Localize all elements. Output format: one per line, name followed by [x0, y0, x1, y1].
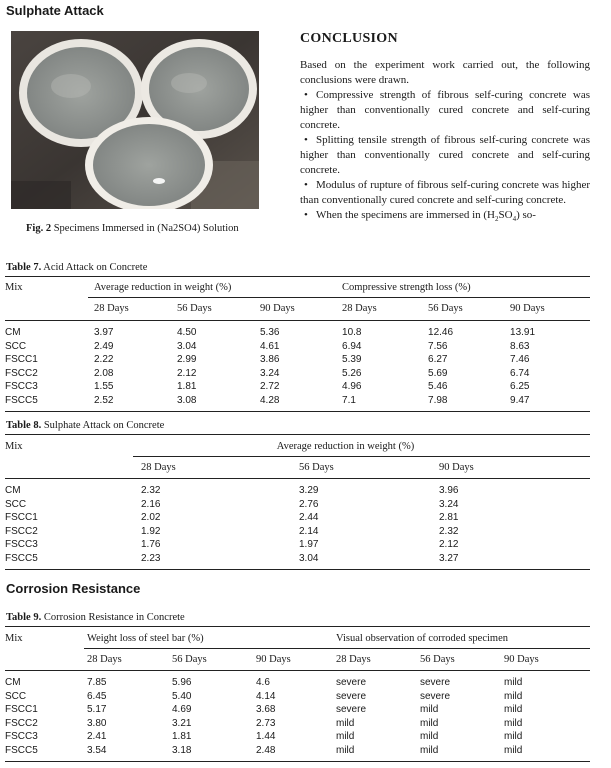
- table7-cell: 6.27: [428, 354, 448, 366]
- table7-cell: 13.91: [510, 327, 536, 339]
- table7-cell: 5.39: [342, 354, 362, 366]
- table9-cell: severe: [336, 677, 367, 689]
- conclusion-list: [300, 88, 590, 223]
- table7-cell: 4.50: [177, 327, 197, 339]
- table9-cell: 6.45: [87, 690, 107, 702]
- bullet-icon: •: [304, 209, 308, 221]
- table9-cell: mild: [504, 744, 523, 756]
- table7-caption: [6, 262, 147, 273]
- table8-cell: FSCC3: [5, 539, 38, 551]
- table8-top-rule: [5, 434, 590, 435]
- table9-cell: 5.40: [172, 690, 192, 702]
- conclusion-bullet-text: When the specimens are immersed in (H: [316, 209, 495, 221]
- table8-label: Table 8.: [6, 420, 42, 431]
- table9-cell: 2.48: [256, 744, 276, 756]
- table7-label: Table 7.: [6, 262, 42, 273]
- table9-cell: 3.68: [256, 704, 276, 716]
- table-row: [5, 484, 590, 498]
- table8-day-header: 90 Days: [439, 461, 474, 473]
- figure-caption-text: Specimens Immersed in (Na2SO4) Solution: [53, 223, 239, 234]
- table-row: [5, 340, 590, 354]
- table-row: [5, 703, 590, 717]
- table9-cell: CM: [5, 677, 21, 689]
- table7-cell: SCC: [5, 340, 27, 352]
- table7-group-header: Compressive strength loss (%): [342, 282, 471, 293]
- table7-cell: FSCC1: [5, 354, 38, 366]
- table9-title: Corrosion Resistance in Concrete: [43, 612, 185, 623]
- table9-cell: mild: [420, 704, 439, 716]
- table7-day-header: 56 Days: [177, 303, 212, 314]
- table7-cell: 12.46: [428, 327, 454, 339]
- table8-cell: 2.02: [141, 512, 161, 524]
- table9-day-header: 90 Days: [256, 653, 291, 665]
- table7-cell: 10.8: [342, 327, 362, 339]
- table7-cell: 3.97: [94, 327, 114, 339]
- table7-cell: 6.94: [342, 340, 362, 352]
- table9-cell: FSCC1: [5, 704, 38, 716]
- table9-cell: SCC: [5, 690, 27, 702]
- table8-cell: 1.92: [141, 525, 161, 537]
- table7-cell: 9.47: [510, 394, 530, 406]
- table8-cell: 2.14: [299, 525, 319, 537]
- table7-cell: 6.25: [510, 381, 530, 393]
- table9-cell: mild: [420, 744, 439, 756]
- table9-cell: 4.69: [172, 704, 192, 716]
- table7-cell: 3.24: [260, 367, 280, 379]
- conclusion-bullet: [300, 178, 590, 208]
- figure-label: Fig. 2: [26, 223, 52, 234]
- table-row: [5, 525, 590, 539]
- table7-cell: 2.12: [177, 367, 197, 379]
- conclusion-intro: Based on the experiment work carried out, the following conclusions were drawn.: [300, 59, 590, 86]
- table9-cell: 4.14: [256, 690, 276, 702]
- table7: [5, 278, 590, 407]
- table8-cell: FSCC1: [5, 512, 38, 524]
- table7-day-header: 28 Days: [94, 303, 129, 314]
- table7-cell: 5.26: [342, 367, 362, 379]
- table9-mix-header: Mix: [5, 632, 23, 644]
- table8-group-header: Average reduction in weight (%): [276, 440, 415, 452]
- table9-cell: 2.73: [256, 717, 276, 729]
- table7-day-header: 28 Days: [342, 303, 377, 314]
- table9-cell: 3.80: [87, 717, 107, 729]
- table8-title: Sulphate Attack on Concrete: [43, 420, 165, 431]
- table8-cell: 3.29: [299, 485, 319, 497]
- table7-cell: 6.74: [510, 367, 530, 379]
- table-row: [5, 717, 590, 731]
- table7-cell: 3.08: [177, 394, 197, 406]
- table-row: [5, 498, 590, 512]
- table9-cell: 3.18: [172, 744, 192, 756]
- table7-day-header: 90 Days: [260, 303, 295, 314]
- table8-cell: 2.76: [299, 498, 319, 510]
- table8-bottom-rule: [5, 569, 590, 570]
- table7-title: Acid Attack on Concrete: [43, 262, 148, 273]
- conclusion-bullet-text: ) so-: [516, 209, 536, 221]
- table-row: [5, 676, 590, 690]
- specimen-photo: [11, 31, 259, 209]
- table9-cell: mild: [504, 677, 523, 689]
- table8-cell: 3.24: [439, 498, 459, 510]
- table-row: [5, 538, 590, 552]
- table7-cell: 4.61: [260, 340, 280, 352]
- table7-cell: 5.36: [260, 327, 280, 339]
- table9-cell: 5.17: [87, 704, 107, 716]
- figure-caption: [26, 223, 239, 234]
- specimen-photo-graphic: [11, 31, 259, 209]
- table-row: [5, 690, 590, 704]
- table9-cell: mild: [420, 731, 439, 743]
- table9-day-header: 28 Days: [336, 653, 371, 665]
- table9-cell: FSCC2: [5, 717, 38, 729]
- table9-label: Table 9.: [6, 612, 42, 623]
- table9-cell: severe: [336, 690, 367, 702]
- table9-day-header: 56 Days: [172, 653, 207, 665]
- table7-cell: 7.98: [428, 394, 448, 406]
- table8-day-header: 28 Days: [141, 461, 176, 473]
- conclusion-bullet: [300, 88, 590, 133]
- table7-cell: 3.04: [177, 340, 197, 352]
- table8-cell: SCC: [5, 498, 27, 510]
- conclusion-bullet: [300, 133, 590, 178]
- table-row: [5, 367, 590, 381]
- table7-cell: 2.72: [260, 381, 280, 393]
- table8-cell: 1.97: [299, 539, 319, 551]
- table8-cell: 2.16: [141, 498, 161, 510]
- table9-day-header: 28 Days: [87, 653, 122, 665]
- table9-day-header: 56 Days: [420, 653, 455, 665]
- table7-cell: 2.22: [94, 354, 114, 366]
- table9-cell: severe: [420, 677, 451, 689]
- subscript: 2: [495, 215, 499, 223]
- table9-cell: FSCC3: [5, 731, 38, 743]
- table7-cell: 4.28: [260, 394, 280, 406]
- table8-day-header: 56 Days: [299, 461, 334, 473]
- table8-cell: 2.44: [299, 512, 319, 524]
- table9-cell: 7.85: [87, 677, 107, 689]
- table9-group-header: Visual observation of corroded specimen: [336, 632, 508, 644]
- table-row: [5, 326, 590, 340]
- table9-cell: FSCC5: [5, 744, 38, 756]
- table9-cell: mild: [336, 717, 355, 729]
- table-row: [5, 380, 590, 394]
- table9-cell: mild: [504, 690, 523, 702]
- table-row: [5, 552, 590, 566]
- table7-cell: FSCC2: [5, 367, 38, 379]
- table7-bottom-rule: [5, 411, 590, 412]
- table9-cell: severe: [420, 690, 451, 702]
- table7-day-header: 56 Days: [428, 303, 463, 314]
- table7-day-header: 90 Days: [510, 303, 545, 314]
- table7-mix-header: Mix: [5, 282, 23, 293]
- table7-cell: 1.55: [94, 381, 114, 393]
- table7-cell: 8.63: [510, 340, 530, 352]
- table7-cell: 2.49: [94, 340, 114, 352]
- table9-cell: 5.96: [172, 677, 192, 689]
- table9-cell: mild: [336, 744, 355, 756]
- table7-cell: 5.69: [428, 367, 448, 379]
- table7-cell: 5.46: [428, 381, 448, 393]
- conclusion-bullet-text: SO: [498, 209, 513, 221]
- table9-cell: 4.6: [256, 677, 270, 689]
- table8-cell: FSCC5: [5, 552, 38, 564]
- section-heading-sulphate-attack: Sulphate Attack: [6, 3, 104, 18]
- table-row: [5, 730, 590, 744]
- table8-cell: 2.32: [439, 525, 459, 537]
- table-row: [5, 394, 590, 408]
- table9-bottom-rule: [5, 761, 590, 762]
- table9-cell: 2.41: [87, 731, 107, 743]
- table7-cell: 4.96: [342, 381, 362, 393]
- table-row: [5, 744, 590, 758]
- table7-cell: 2.08: [94, 367, 114, 379]
- table9-top-rule: [5, 626, 590, 627]
- table9-cell: mild: [420, 717, 439, 729]
- table8-cell: 3.96: [439, 485, 459, 497]
- conclusion-body: [300, 58, 590, 223]
- table9-cell: mild: [504, 731, 523, 743]
- conclusion-title: CONCLUSION: [300, 31, 398, 46]
- table7-top-rule: [5, 276, 590, 277]
- section-heading-corrosion-resistance: Corrosion Resistance: [6, 581, 141, 596]
- bullet-icon: •: [304, 89, 308, 101]
- table8-cell: 2.32: [141, 485, 161, 497]
- table9-cell: 3.54: [87, 744, 107, 756]
- conclusion-bullet: [300, 208, 590, 223]
- table7-cell: 2.52: [94, 394, 114, 406]
- table8-cell: 3.27: [439, 552, 459, 564]
- table8-cell: 1.76: [141, 539, 161, 551]
- table9-day-header: 90 Days: [504, 653, 539, 665]
- table8-cell: 2.81: [439, 512, 459, 524]
- table9-cell: mild: [336, 731, 355, 743]
- table8-cell: CM: [5, 485, 21, 497]
- table9-group-header: Weight loss of steel bar (%): [87, 632, 204, 644]
- table9: [5, 628, 590, 757]
- conclusion-bullet-text: Splitting tensile strength of fibrous self-curing concrete was higher than conventionally cured concrete and self-curing concrete.: [300, 134, 590, 176]
- table7-cell: FSCC3: [5, 381, 38, 393]
- table7-cell: 2.99: [177, 354, 197, 366]
- table9-cell: 3.21: [172, 717, 192, 729]
- table9-cell: mild: [504, 717, 523, 729]
- table8-cell: 3.04: [299, 552, 319, 564]
- bullet-icon: •: [304, 134, 308, 146]
- table8-cell: FSCC2: [5, 525, 38, 537]
- table-row: [5, 511, 590, 525]
- table8-caption: [6, 420, 164, 431]
- table9-caption: [6, 612, 185, 623]
- table-row: [5, 353, 590, 367]
- table8: [5, 436, 590, 565]
- table7-cell: 3.86: [260, 354, 280, 366]
- table7-cell: 7.56: [428, 340, 448, 352]
- subscript: 4: [512, 215, 517, 223]
- table7-cell: 1.81: [177, 381, 197, 393]
- conclusion-bullet-text: Compressive strength of fibrous self-curing concrete was higher than conventionally cured concrete and self-curing concrete.: [300, 89, 590, 131]
- table7-group-header: Average reduction in weight (%): [94, 282, 232, 293]
- table9-cell: severe: [336, 704, 367, 716]
- conclusion-bullet-text: Modulus of rupture of fibrous self-curing concrete was higher than conventionally cured concrete and self-curing concrete.: [300, 179, 590, 206]
- table8-cell: 2.12: [439, 539, 459, 551]
- table7-cell: 7.1: [342, 394, 356, 406]
- table7-cell: 7.46: [510, 354, 530, 366]
- table9-cell: 1.44: [256, 731, 276, 743]
- bullet-icon: •: [304, 179, 308, 191]
- table9-cell: mild: [504, 704, 523, 716]
- table8-cell: 2.23: [141, 552, 161, 564]
- table7-cell: FSCC5: [5, 394, 38, 406]
- table8-mix-header: Mix: [5, 440, 23, 452]
- table9-cell: 1.81: [172, 731, 192, 743]
- table7-cell: CM: [5, 327, 21, 339]
